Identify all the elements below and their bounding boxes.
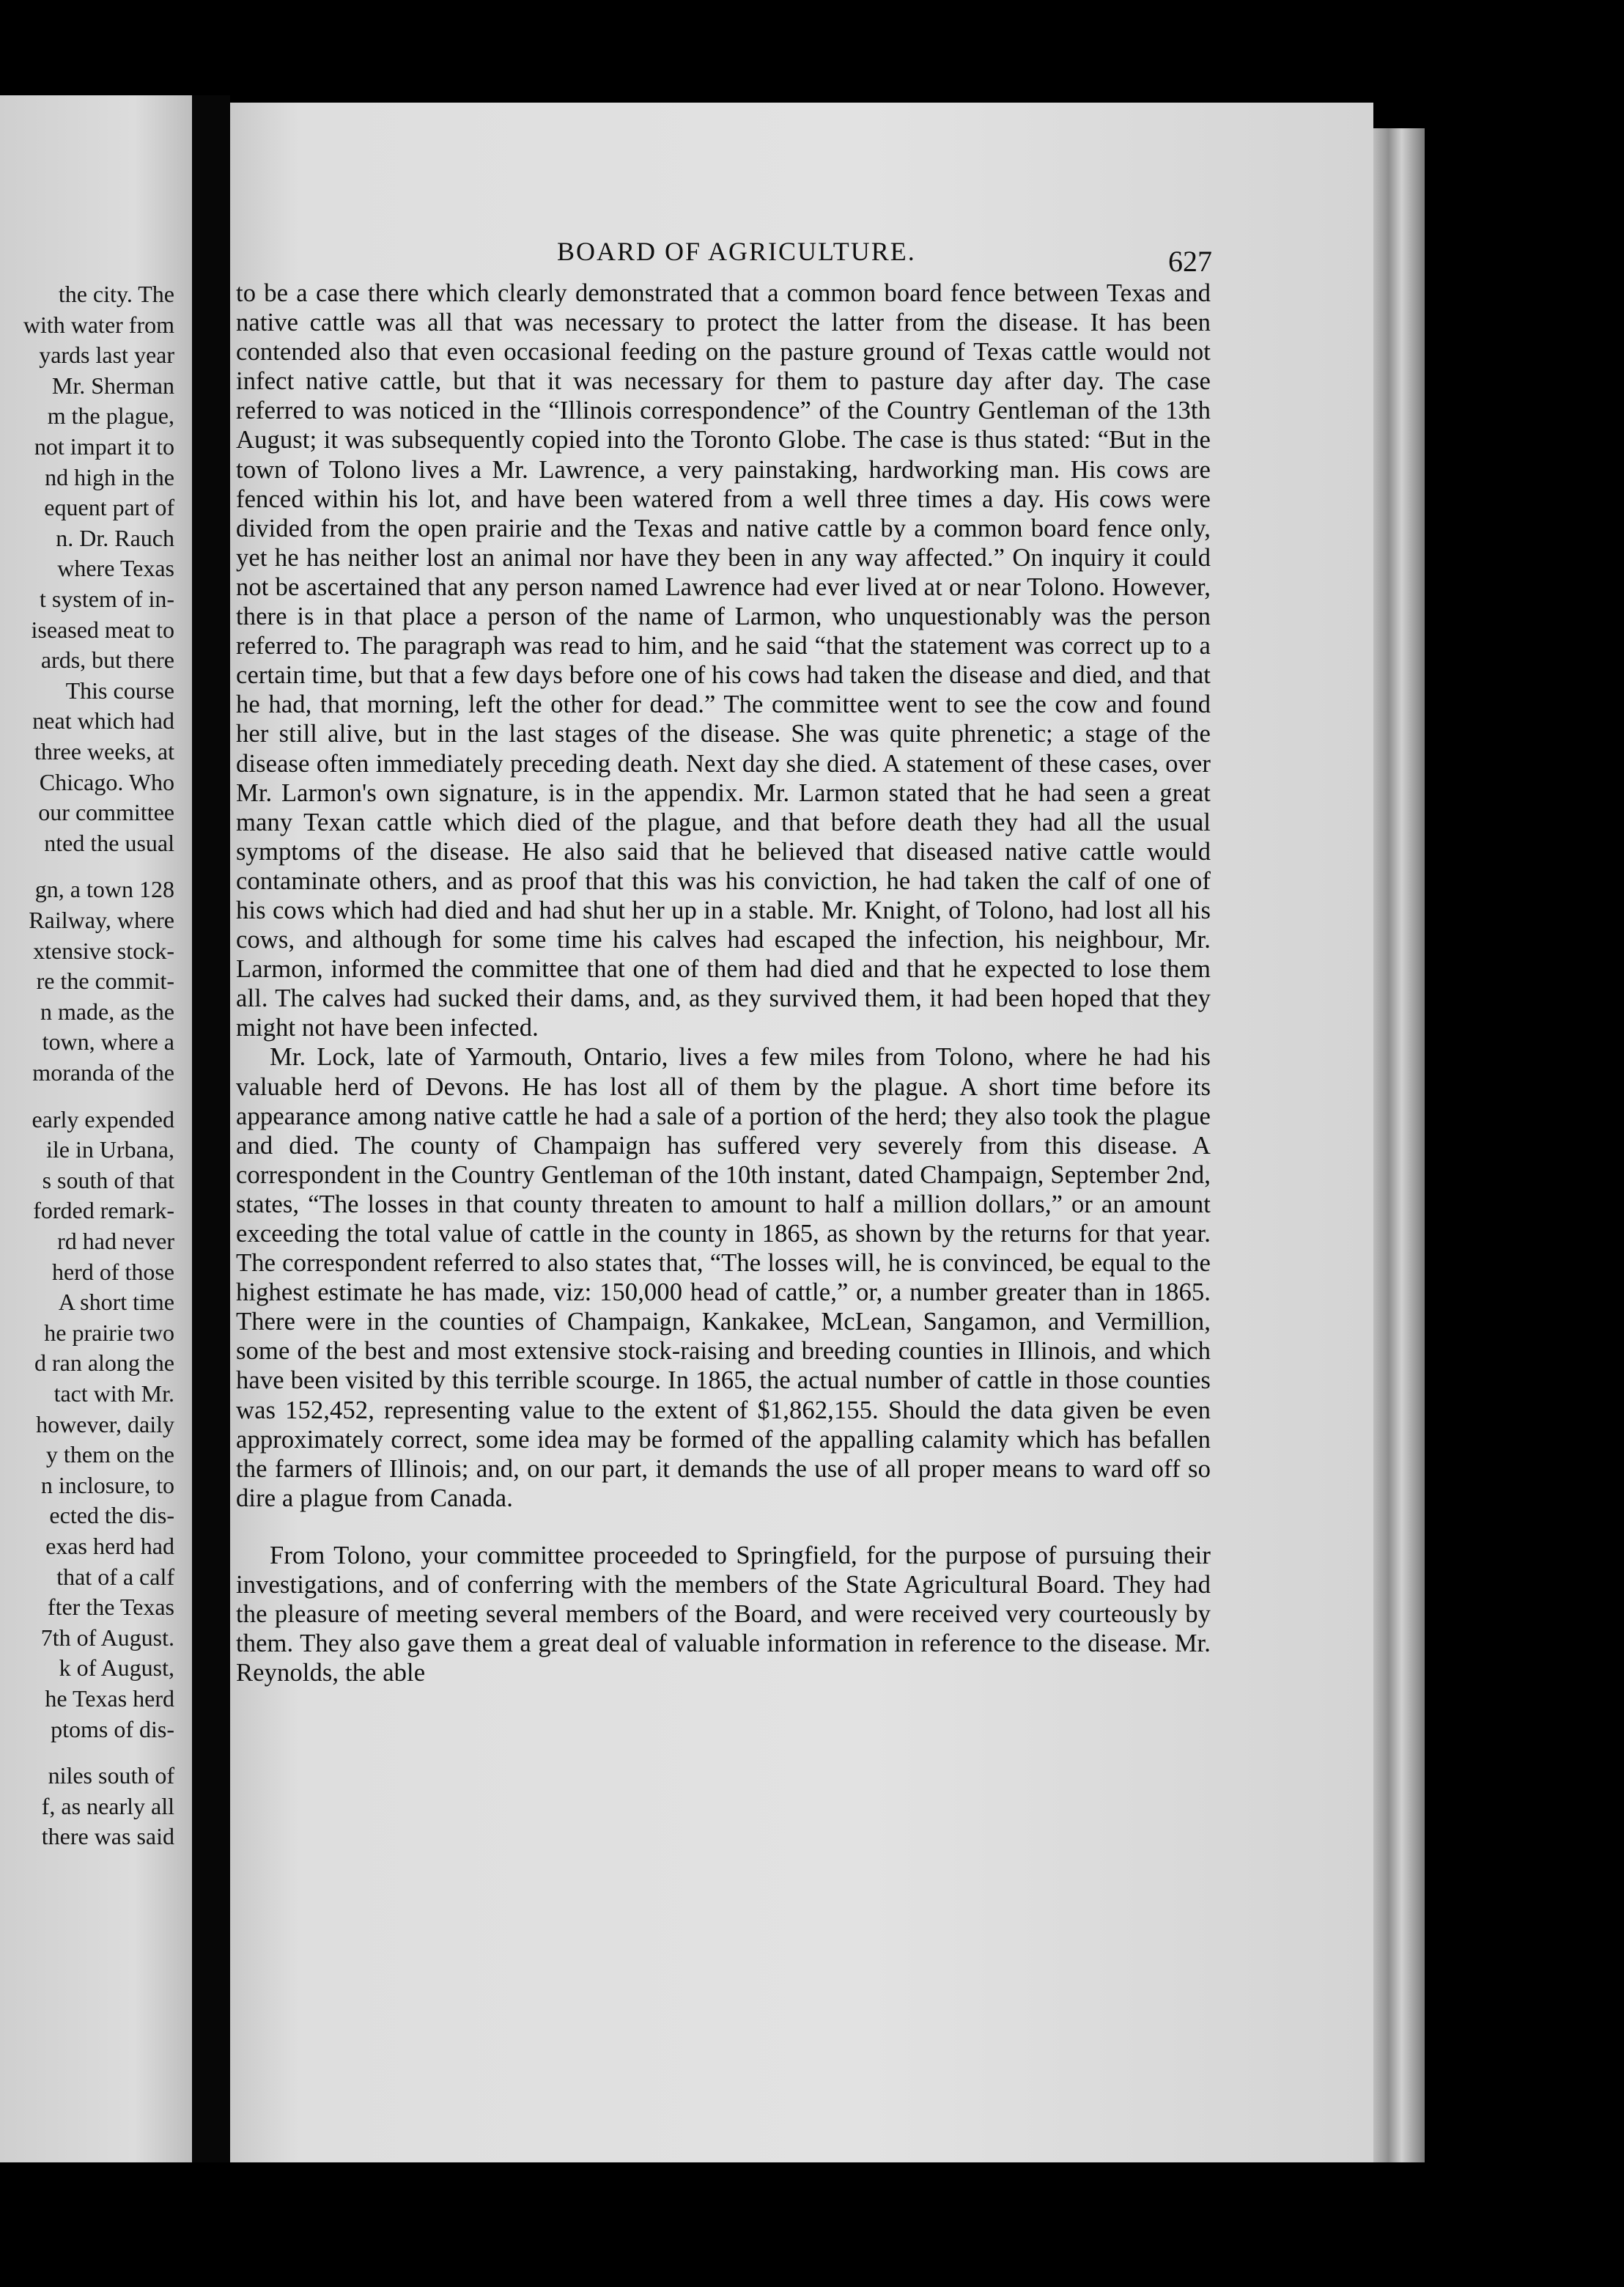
paragraph: Mr. Lock, late of Yarmouth, Ontario, lives a few miles from Tolono, where he had his valuable herd of Devons. He has lost all of them by the plague. A short time before its appearance among native cattle he had a sale of a portion of the herd; they also took the plague and died. The county of Champaign has suffered very severely from this disease. A correspondent in the Country Gentleman of the 10th instant, dated Champaign, September 2nd, states, “The losses in that county threaten to amount to half a million dollars,” or an amount exceeding the total value of cattle in the county in 1865, as shown by the returns for that year. The correspondent referred to also states that, “The losses will, he is convinced, be equal to the highest estimate he has made, viz: 150,000 head of cattle,” or, a number greater than in 1865. There were in the counties of Champaign, Kankakee, McLean, Sangamon, and Vermillion, some of the best and most extensive stock-raising and breeding counties in Illinois, and which have been visited by this terrible scourge. In 1865, the actual number of cattle in those counties was 152,452, representing value to the extent of $1,862,155. Should the data given be even approximately correct, some idea may be formed of the appalling calamity which has befallen the farmers of Illinois; and, on our part, it demands the use of all proper means to ward off so dire a plague from Canada.: [236, 1043, 1211, 1512]
previous-page-line: ile in Urbana,: [45, 1136, 174, 1163]
previous-page-line: k of August,: [59, 1654, 174, 1682]
previous-page-line: ected the dis-: [49, 1502, 174, 1529]
previous-page-line: tact with Mr.: [53, 1380, 174, 1407]
previous-page-line: forded remark-: [33, 1197, 174, 1224]
previous-page-fragment: [0, 95, 192, 2162]
previous-page-line: the city. The: [58, 281, 174, 307]
previous-page-line: town, where a: [42, 1028, 174, 1056]
previous-page-line: This course: [65, 677, 174, 704]
paragraph: From Tolono, your committee proceeded to Springfield, for the purpose of pursuing their investigations, and of conferring with the members of the State Agricultural Board. They had the pleasure of meeting several members of the Board, and were received very courteously by them. They also gave them a great deal of valuable information in reference to the disease. Mr. Reynolds, the able: [236, 1541, 1211, 1687]
previous-page-line: our committee: [38, 799, 174, 826]
page-number: 627: [1168, 245, 1212, 278]
previous-page-line: niles south of: [48, 1762, 174, 1789]
running-head: BOARD OF AGRICULTURE.: [557, 237, 916, 266]
previous-page-line: however, daily: [36, 1410, 174, 1437]
previous-page-line: ptoms of dis-: [51, 1715, 174, 1742]
previous-page-line: there was said: [41, 1823, 174, 1850]
previous-page-line: Chicago. Who: [39, 768, 174, 795]
previous-page-line: Mr. Sherman: [51, 372, 174, 399]
previous-page-line: early expended: [32, 1105, 174, 1133]
page-edge-stack: [1373, 128, 1425, 2162]
previous-page-line: n made, as the: [40, 998, 174, 1025]
book-gutter: [192, 95, 230, 2162]
previous-page-line: gn, a town 128: [34, 876, 174, 903]
previous-page-line: he Texas herd: [45, 1685, 174, 1712]
previous-page-line: f, as nearly all: [41, 1792, 174, 1819]
previous-page-line: y them on the: [45, 1441, 174, 1468]
previous-page-line: fter the Texas: [47, 1594, 174, 1621]
previous-page-line: three weeks, at: [34, 738, 174, 765]
previous-page-line: 7th of August.: [40, 1624, 174, 1651]
previous-page-line: ards, but there: [40, 647, 174, 674]
previous-page-line: xtensive stock-: [33, 937, 174, 964]
previous-page-line: A short time: [58, 1289, 174, 1316]
previous-page-line: with water from: [23, 311, 174, 338]
previous-page-line: Railway, where: [29, 907, 174, 933]
previous-page-line: where Texas: [57, 555, 174, 582]
page-body: [236, 279, 1211, 1687]
previous-page-line: neat which had: [32, 707, 174, 734]
previous-page-line: m the plague,: [47, 402, 174, 430]
previous-page-line: equent part of: [44, 494, 174, 521]
previous-page-line: s south of that: [42, 1166, 174, 1193]
previous-page-line: n inclosure, to: [40, 1471, 174, 1498]
previous-page-line: yards last year: [39, 342, 174, 369]
previous-page-line: herd of those: [51, 1258, 174, 1285]
previous-page-line: t system of in-: [40, 586, 174, 612]
previous-page-line: nd high in the: [45, 463, 174, 490]
previous-page-line: re the commit-: [36, 968, 174, 995]
previous-page-line: he prairie two: [44, 1319, 174, 1346]
previous-page-line: rd had never: [57, 1228, 174, 1254]
previous-page-line: iseased meat to: [31, 616, 174, 643]
paragraph-continued: to be a case there which clearly demonstrated that a common board fence between Texas and native cattle was all that was necessary to protect the latter from the disease. It has been contended also that even occasional feeding on the pasture ground of Texas cattle would not infect native cattle, but that it was necessary for them to pasture day after day. The case referred to was noticed in the “Illinois correspondence” of the Country Gentleman of the 13th August; it was subsequently copied into the Toronto Globe. The case is thus stated: “But in the town of Tolono lives a Mr. Lawrence, a very painstaking, hardworking man. His cows are fenced within his lot, and have been watered from a well three times a day. His cows were divided from the open prairie and the Texas and native cattle by a common board fence only, yet he has neither lost an animal nor have they been in any way affected.” On inquiry it could not be ascertained that any person named Lawrence had ever lived at or near Tolono. However, there is in that place a person of the name of Larmon, who unquestionably was the person referred to. The paragraph was read to him, and he said “that the statement was correct up to a certain time, but that a few days before one of his cows had taken the disease and died, and that he had, that morning, left the other for dead.” The committee went to see the cow and found her still alive, but in the last stages of the disease. She was quite phrenetic; a stage of the disease often immediately preceding death. Next day she died. A statement of these cases, over Mr. Larmon's own signature, is in the appendix. Mr. Larmon stated that he had seen a great many Texan cattle which died of the plague, and that before death they had all the usual symptoms of the disease. He also said that he believed that diseased native cattle would contaminate others, and as proof that this was his conviction, he had taken the calf of one of his cows which had died and had shut her up in a stable. Mr. Knight, of Tolono, had lost all his cows, and although for some time his calves had escaped the infection, his neighbour, Mr. Larmon, informed the committee that one of them had died and that he expected to lose them all. The calves had sucked their dams, and, as they survived them, it had been hoped that they might not have been infected.: [236, 279, 1211, 1042]
previous-page-line: that of a calf: [56, 1563, 174, 1590]
previous-page-line: not impart it to: [34, 433, 174, 460]
previous-page-line: moranda of the: [32, 1059, 174, 1086]
previous-page-line: d ran along the: [34, 1349, 174, 1377]
previous-page-line: n. Dr. Rauch: [56, 524, 174, 551]
previous-page-line: exas herd had: [45, 1533, 174, 1559]
previous-page-line: nted the usual: [44, 829, 174, 856]
